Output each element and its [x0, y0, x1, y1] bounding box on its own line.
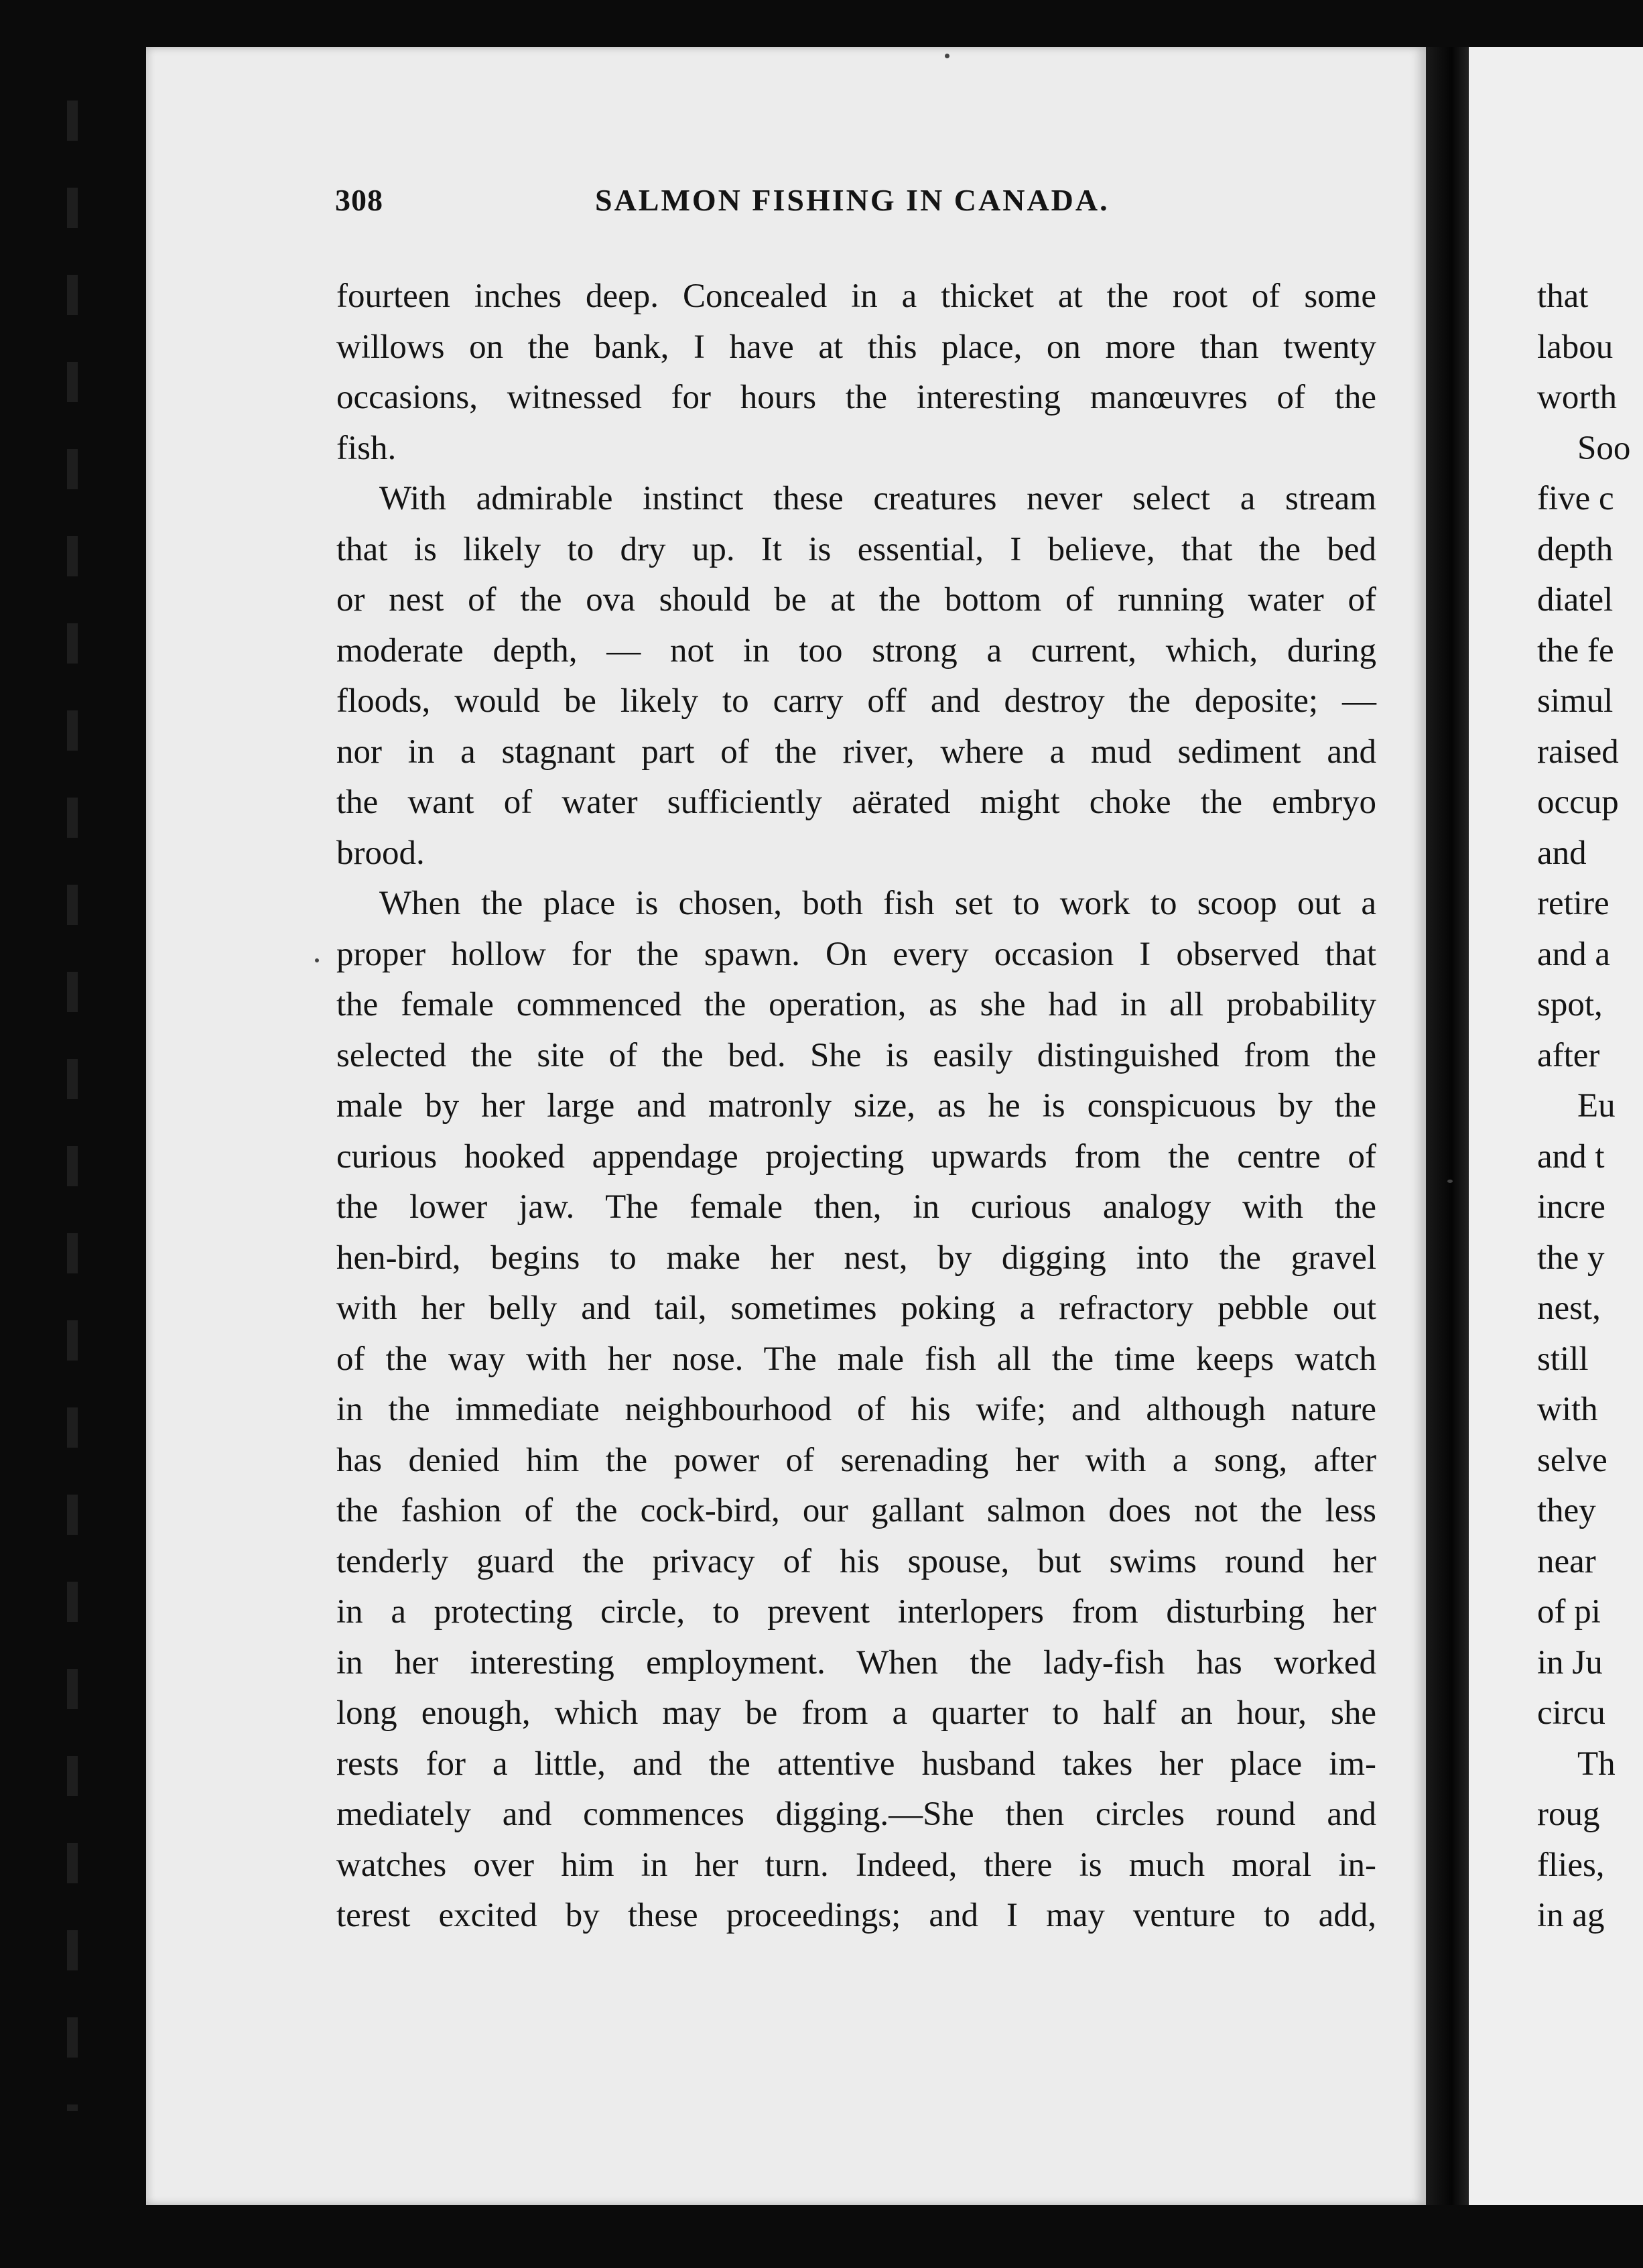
text-line-fragment: the y — [1537, 1239, 1605, 1277]
text-line: rests for a little, and the attentive husband takes her place im- — [336, 1745, 1376, 1783]
text-line-fragment: occup — [1537, 783, 1619, 821]
text-line: curious hooked appendage projecting upwards from the centre of — [336, 1137, 1376, 1176]
text-line-fragment: spot, — [1537, 986, 1603, 1023]
text-line: that is likely to dry up. It is essential, I believe, that the bed — [336, 530, 1376, 568]
text-line: terest excited by these proceedings; and I may venture to add, — [336, 1897, 1376, 1934]
text-line: willows on the bank, I have at this place, on more than twenty — [336, 328, 1376, 366]
text-line-fragment: after — [1537, 1036, 1600, 1074]
text-line-fragment: they — [1537, 1492, 1596, 1529]
text-line: has denied him the power of serenading her with a song, after — [336, 1441, 1376, 1479]
text-line: fish. — [336, 429, 397, 467]
text-line: occasions, witnessed for hours the interesting manœuvres of the — [336, 379, 1376, 416]
text-line: proper hollow for the spawn. On every occasion I observed that — [336, 935, 1376, 973]
text-line-fragment: with — [1537, 1391, 1598, 1428]
text-line: tenderly guard the privacy of his spouse, but swims round her — [336, 1542, 1376, 1580]
text-line-fragment: incre — [1537, 1188, 1605, 1226]
text-line: in her interesting employment. When the lady-fish has worked — [336, 1643, 1376, 1682]
text-line: in a protecting circle, to prevent interlopers from disturbing her — [336, 1593, 1376, 1631]
text-line-fragment: still — [1537, 1340, 1589, 1378]
text-line-fragment: five c — [1537, 480, 1614, 517]
text-line: with her belly and tail, sometimes poking a refractory pebble out — [336, 1289, 1376, 1327]
text-line-fragment: in Ju — [1537, 1643, 1603, 1682]
page-number: 308 — [335, 183, 383, 217]
running-head — [335, 182, 1421, 229]
text-line: When the place is chosen, both fish set to work to scoop out a — [379, 885, 1376, 922]
text-line-fragment: Soo — [1577, 429, 1631, 467]
text-line-fragment: raised — [1537, 733, 1619, 771]
text-line: mediately and commences digging.—She then circles round and — [336, 1796, 1376, 1833]
text-line: floods, would be likely to carry off and destroy the deposite; — — [336, 682, 1376, 720]
text-line-fragment: depth — [1537, 530, 1614, 568]
text-line: or nest of the ova should be at the bottom of running water of — [336, 581, 1376, 619]
text-line-fragment: Th — [1577, 1745, 1616, 1783]
text-line: in the immediate neighbourhood of his wife; and although nature — [336, 1391, 1376, 1428]
text-line-fragment: and a — [1537, 935, 1611, 973]
text-line-fragment: simul — [1537, 682, 1614, 720]
text-line-fragment: roug — [1537, 1796, 1600, 1833]
text-line-fragment: the fe — [1537, 631, 1614, 670]
text-line-fragment: and — [1537, 834, 1587, 872]
text-line-fragment: nest, — [1537, 1289, 1601, 1327]
text-line: nor in a stagnant part of the river, where a mud sediment and — [336, 733, 1376, 771]
text-line-fragment: near — [1537, 1542, 1596, 1580]
text-line: the female commenced the operation, as she had in all probability — [336, 986, 1376, 1023]
text-line: selected the site of the bed. She is easily distinguished from the — [336, 1036, 1376, 1074]
print-speck — [1447, 1180, 1453, 1183]
text-line: With admirable instinct these creatures never select a stream — [379, 480, 1376, 517]
text-line-fragment: that — [1537, 277, 1589, 315]
left-page-body-text — [336, 271, 1376, 1942]
text-line: long enough, which may be from a quarter to half an hour, she — [336, 1694, 1376, 1732]
text-line-fragment: worth — [1537, 379, 1617, 416]
print-speck — [315, 958, 319, 962]
text-line-fragment: of pi — [1537, 1593, 1601, 1631]
running-title: SALMON FISHING IN CANADA. — [595, 183, 1110, 217]
text-line: of the way with her nose. The male fish all the time keeps watch — [336, 1340, 1376, 1378]
text-line-fragment: circu — [1537, 1694, 1605, 1732]
text-line: watches over him in her turn. Indeed, there is much moral in- — [336, 1846, 1376, 1884]
text-line: the fashion of the cock-bird, our gallant salmon does not the less — [336, 1492, 1376, 1529]
text-line-fragment: flies, — [1537, 1846, 1605, 1884]
text-line-fragment: retire — [1537, 885, 1609, 922]
text-line-fragment: in ag — [1537, 1897, 1605, 1934]
text-line: the lower jaw. The female then, in curious analogy with the — [336, 1188, 1376, 1226]
text-line-fragment: diatel — [1537, 581, 1614, 619]
text-line: male by her large and matronly size, as he is conspicuous by the — [336, 1087, 1376, 1125]
print-speck — [945, 54, 949, 58]
text-line: the want of water sufficiently aërated might choke the embryo — [336, 783, 1376, 821]
text-line: fourteen inches deep. Concealed in a thicket at the root of some — [336, 277, 1376, 315]
text-line: brood. — [336, 834, 425, 872]
text-line-fragment: selve — [1537, 1441, 1607, 1479]
text-line-fragment: and t — [1537, 1137, 1605, 1176]
page-gutter — [1426, 47, 1469, 2205]
text-line: moderate depth, — not in too strong a current, which, during — [336, 631, 1376, 670]
text-line-fragment: labou — [1537, 328, 1614, 366]
binding-edge — [67, 101, 78, 2111]
text-line-fragment: Eu — [1577, 1087, 1616, 1125]
text-line: hen-bird, begins to make her nest, by digging into the gravel — [336, 1239, 1376, 1277]
right-page-fragment-text — [1537, 271, 1630, 1942]
